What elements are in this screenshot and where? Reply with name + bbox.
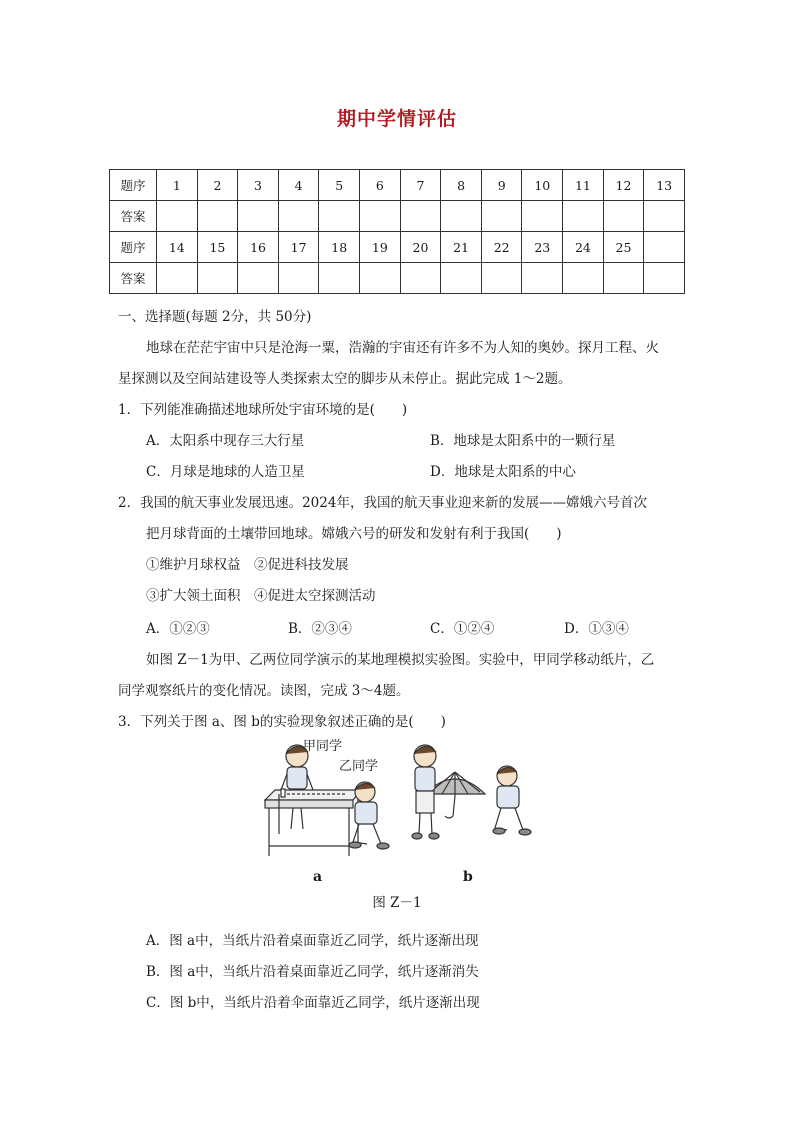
table-cell: 答案 [110, 263, 157, 294]
answer-cell[interactable] [197, 201, 238, 232]
option-a: A．①②③ [146, 621, 210, 637]
intro-text: 星探测以及空间站建设等人类探索太空的脚步从未停止。据此完成 1～2题。 [118, 371, 572, 387]
table-cell: 1 [157, 170, 198, 201]
answer-cell[interactable] [603, 263, 644, 294]
intro-text: 如图 Z－1为甲、乙两位同学演示的某地理模拟实验图。实验中，甲同学移动纸片，乙 [146, 652, 655, 668]
table-cell: 题序 [110, 170, 157, 201]
table-cell: 答案 [110, 201, 157, 232]
answer-cell[interactable] [360, 263, 401, 294]
option-a: A．太阳系中现存三大行星 [146, 433, 305, 449]
section-heading: 一、选择题(每题 2分，共 50分) [118, 309, 312, 325]
table-cell: 11 [563, 170, 604, 201]
table-row [110, 201, 685, 232]
answer-cell[interactable] [360, 201, 401, 232]
table-cell: 5 [319, 170, 360, 201]
table-cell: 9 [481, 170, 522, 201]
table-cell: 4 [278, 170, 319, 201]
intro-text: 地球在茫茫宇宙中只是沧海一粟，浩瀚的宇宙还有许多不为人知的奥妙。探月工程、火 [146, 340, 659, 356]
answer-cell[interactable] [319, 201, 360, 232]
answer-cell[interactable] [400, 263, 441, 294]
question-stem: 2．我国的航天事业发展迅速。2024年，我国的航天事业迎来新的发展——嫦娥六号首次 [118, 495, 647, 511]
answer-cell[interactable] [400, 201, 441, 232]
table-cell: 15 [197, 232, 238, 263]
answer-cell[interactable] [238, 263, 279, 294]
table-cell: 3 [238, 170, 279, 201]
answer-cell[interactable] [278, 263, 319, 294]
question-stem: 把月球背面的土壤带回地球。嫦娥六号的研发和发射有利于我国( ) [146, 526, 562, 542]
answer-cell[interactable] [522, 263, 563, 294]
table-cell: 题序 [110, 232, 157, 263]
answer-cell[interactable] [563, 263, 604, 294]
answer-cell[interactable] [644, 201, 685, 232]
table-cell: 13 [644, 170, 685, 201]
table-row [110, 232, 685, 263]
intro-text: 同学观察纸片的变化情况。读图，完成 3～4题。 [118, 683, 410, 699]
question-items: ③扩大领土面积 ④促进太空探测活动 [146, 588, 376, 604]
answer-cell[interactable] [238, 201, 279, 232]
answer-cell[interactable] [563, 201, 604, 232]
answer-cell[interactable] [157, 201, 198, 232]
option-d: D．①③④ [564, 621, 629, 637]
page-title: 期中学情评估 [336, 108, 457, 130]
question-stem: 3．下列关于图 a、图 b的实验现象叙述正确的是( ) [118, 714, 446, 730]
option-d: D．地球是太阳系的中心 [430, 464, 576, 480]
table-cell: 12 [603, 170, 644, 201]
table-cell: 8 [441, 170, 482, 201]
figure-label-jia: 甲同学 [303, 739, 343, 754]
answer-cell[interactable] [319, 263, 360, 294]
table-row [110, 263, 685, 294]
figure-sublabel-b: b [463, 869, 473, 885]
option-c: C．图 b中，当纸片沿着伞面靠近乙同学，纸片逐渐出现 [146, 995, 480, 1011]
figure-sublabel-a: a [313, 869, 323, 885]
answer-cell[interactable] [603, 201, 644, 232]
answer-cell[interactable] [441, 201, 482, 232]
figure-caption: 图 Z－1 [372, 895, 422, 911]
table-cell: 22 [481, 232, 522, 263]
answer-cell[interactable] [441, 263, 482, 294]
answer-cell[interactable] [197, 263, 238, 294]
option-a: A．图 a中，当纸片沿着桌面靠近乙同学，纸片逐渐出现 [146, 933, 479, 949]
question-items: ①维护月球权益 ②促进科技发展 [146, 557, 349, 573]
table-cell: 7 [400, 170, 441, 201]
answer-cell[interactable] [522, 201, 563, 232]
option-b: B．②③④ [288, 621, 352, 637]
option-b: B．图 a中，当纸片沿着桌面靠近乙同学，纸片逐渐消失 [146, 964, 479, 980]
option-c: C．月球是地球的人造卫星 [146, 464, 305, 480]
table-cell: 21 [441, 232, 482, 263]
question-stem: 1．下列能准确描述地球所处宇宙环境的是( ) [118, 402, 408, 418]
table-cell: 23 [522, 232, 563, 263]
table-cell: 18 [319, 232, 360, 263]
answer-cell[interactable] [481, 263, 522, 294]
table-cell: 14 [157, 232, 198, 263]
option-b: B．地球是太阳系中的一颗行星 [430, 433, 616, 449]
option-c: C．①②④ [430, 621, 495, 637]
table-cell: 25 [603, 232, 644, 263]
answer-cell[interactable] [644, 263, 685, 294]
table-cell: 10 [522, 170, 563, 201]
table-cell: 20 [400, 232, 441, 263]
table-cell: 2 [197, 170, 238, 201]
table-cell: 24 [563, 232, 604, 263]
answer-cell[interactable] [157, 263, 198, 294]
table-cell: 19 [360, 232, 401, 263]
table-cell: 6 [360, 170, 401, 201]
table-cell: 17 [278, 232, 319, 263]
table-row [110, 170, 685, 201]
experiment-illustration [255, 734, 545, 884]
answer-cell[interactable] [278, 201, 319, 232]
answer-table [109, 169, 685, 294]
table-cell [644, 232, 685, 263]
figure-label-yi: 乙同学 [339, 759, 379, 774]
answer-cell[interactable] [481, 201, 522, 232]
table-cell: 16 [238, 232, 279, 263]
